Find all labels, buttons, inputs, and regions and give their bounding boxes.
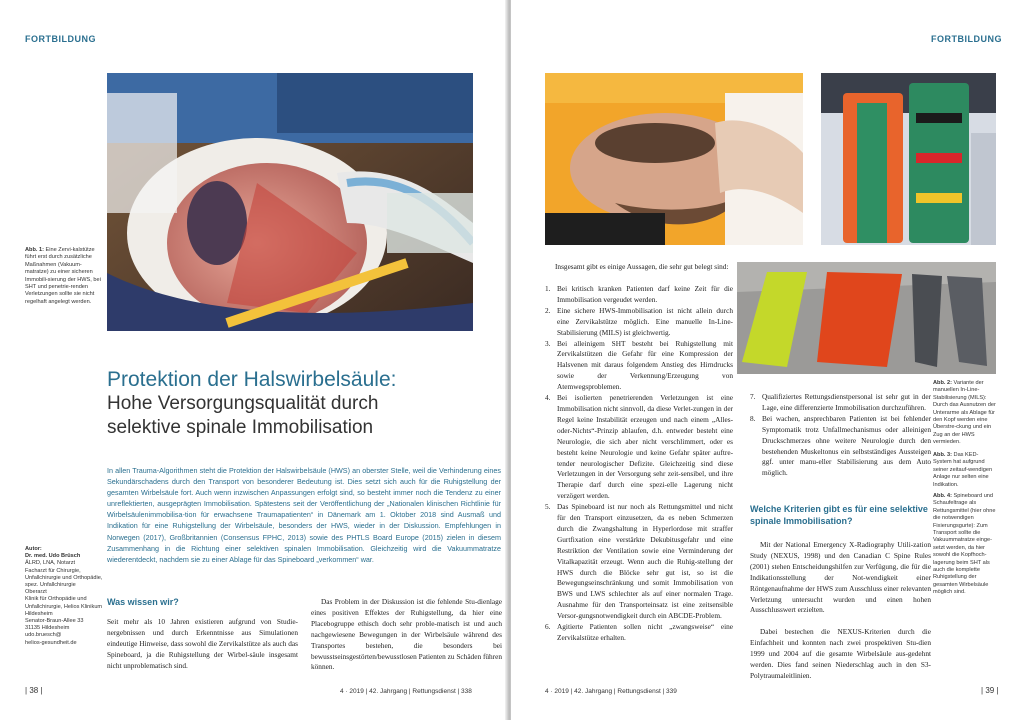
section-label: FORTBILDUNG [25, 34, 96, 44]
list-item [545, 393, 733, 502]
right-page [511, 0, 1019, 720]
list-item [545, 284, 733, 306]
list-item-number: 1. [545, 284, 551, 293]
left-page [0, 0, 508, 720]
photo-mils [545, 73, 803, 245]
list-item-text: Eine sichere HWS-Immobilisation ist nicht allein durch eine Zervikalstütze möglich. Eine manuelle In-Line-Stabilisierung (MILS) ist gleichwertig. [557, 305, 733, 337]
list-item-number: 8. [750, 413, 756, 423]
page-number-right: | 39 | [981, 686, 999, 695]
list-item [545, 306, 733, 339]
heading-kriterien: Welche Kriterien gibt es für eine selektive spinale Immobilisation? [750, 504, 928, 526]
list-item-text: Das Spineboard ist nur noch als Rettungsmittel und nicht für den Transport einzusetzen, da es neben Schmerzen durch die Zwangshaltung in Hyperlordose mit straffer Gurtfixation eine verstärkte Dekubitusgefahr und eine Restriktion der Ventilation sowie eine Verminderung der Vitalkapazität erzeugt. Wenn auch die Ruhig-stellung der HWS durch die Blöcke sehr gut ist, so ist die Bewegungseinschränkung und somit Immobilisation von BWS und LWS schlechter als auf einer normalen Trage. Ausnahme für den Transporteinsatz ist eine zeitsensible Versor-gungsnotwendigkeit durch ein ABCDE-Problem. [557, 502, 733, 621]
article-title [107, 367, 502, 440]
list-item [545, 502, 733, 622]
title-line-1: Protektion der Halswirbelsäule: [107, 368, 397, 391]
page-footer-right: 4 · 2019 | 42. Jahrgang | Rettungsdienst | 339 [545, 688, 677, 695]
list-item-text: Bei isolierten penetrierenden Verletzungen ist eine Immobilisation nicht sinnvoll, da diese Verlet-zungen in der Regel keine Instabilität erzeugen und nach einem „Alles-oder-Nichts“-Prinzip ablaufen, d.h. entweder besteht eine Neurologie, die sich aber nicht verschlimmert, oder es besteht keine Neurologie und keine Gefahr später auftre-tender neurologischer Defizite. Gleichzeitig sind diese Verletzungen in der Versorgung sehr zeit-sensibel, und ihre Therapie darf durch eine spezi-elle Lagerung nicht verzögert werden. [557, 393, 733, 501]
list-item-number: 5. [545, 502, 551, 512]
body-column-2: Das Problem in der Diskussion ist die fehlende Stu-dienlage eines positiven Effektes der Ruhigstellung, da hier eine Placebogruppe ethisch doch sehr proble-matisch ist und auch nachgewiesene Bewegungen in der Wirbelsäule während des Transportes bestehen, die besonders bei bewusstseinsgestörten/bewusstlosen Patienten zu Schäden führen können. [311, 597, 502, 672]
figure-caption-3: Abb. 3: Das KED-System hat aufgrund seiner zeitauf-wendigen Anlage nur selten eine Indikation. [933, 452, 993, 488]
photo-spineboard [737, 262, 996, 374]
photo-ked-system [821, 73, 996, 245]
title-line-3: selektive spinale Immobilisation [107, 417, 374, 438]
page-number-left: | 38 | [25, 686, 43, 695]
list-intro: Insgesamt gibt es einige Aussagen, die sehr gut belegt sind: [555, 262, 729, 271]
photo-cervical-collar [107, 73, 473, 331]
author-box [25, 546, 105, 647]
numbered-list-a [545, 284, 733, 644]
section-label: FORTBILDUNG [931, 34, 1002, 44]
list-item-text: Bei wachen, ansprechbaren Patienten ist bei fehlender Symptomatik trotz Unfallmechanismus oder alleinigen Druckschmerzes ohne weitere Neurologie durch den bestehenden Muskeltonus ein selbstständiges Aussteigen ggf. unter manu-eller Stabilisierung aus dem Auto möglich. [762, 413, 931, 478]
list-item-number: 7. [750, 392, 756, 401]
list-item-text: Agitierte Patienten sollen nicht „zwangsweise“ eine Zervikalstütze erhalten. [557, 622, 733, 642]
figure-caption-2: Abb. 2: Variante der manuellen In-Line-Stabilisierung (MILS): Durch das Ausnutzen der Unterarme als Ablage für den Kopf werden eine Überstre-ckung und ein Zug an der HWS vermieden. [933, 380, 996, 446]
list-item-text: Bei alleinigem SHT besteht bei Ruhigstellung mit Zervikalstützen die Gefahr für eine Kompression der Halsvenen mit daraus folgendem Anstieg des Hirndrucks sowie der Verkennung/Erzeugung von Atemwegsproblemen. [557, 338, 733, 392]
caption-label: Abb. 1: [25, 247, 44, 253]
numbered-list-b [750, 392, 931, 479]
title-line-2: Hohe Versorgungsqualität durch [107, 393, 379, 414]
caption-text: Eine Zervi-kalstütze führt erst durch zusätzliche Maßnahmen (Vakuum-matratze) zu einer sicheren Immobili-sierung der HWS, bei SHT und penetrie-renden Verletzungen sollte sie nicht regelhaft angelegt werden. [25, 247, 101, 305]
figure-caption-4: Abb. 4: Spineboard und Schaufeltrage als Rettungsmittel (hier ohne die notwendigen Fixierungsgurte): Zum Transport sollte die Vakuummatratze einge-setzt werden, da hier sowohl die Kopfhoch-lagerung beim SHT als auch die komplette Ruhigstellung der gesamten Wirbelsäule möglich sind. [933, 493, 996, 596]
list-item [545, 339, 733, 394]
list-item [750, 392, 931, 414]
author-name: Dr. med. Udo Brüsch [25, 553, 81, 560]
page-footer-left: 4 · 2019 | 42. Jahrgang | Rettungsdienst | 338 [340, 688, 472, 695]
list-item-number: 3. [545, 338, 551, 348]
list-item-text: Qualifiziertes Rettungsdienstpersonal ist sehr gut in der Lage, eine differenzierte Immobilisation durchzuführen. [762, 392, 931, 412]
list-item [545, 622, 733, 644]
author-details: ÄLRD, LNA, Notarzt Facharzt für Chirurgie, Unfallchirurgie und Orthopädie, spez. Unfallchirurgie Oberarzt Klinik für Orthopädie und Unfallchirurgie, Helios Klinikum Hildesheim Senator-Braun-Allee 33 31135 Hildesheim udo.bruesch@ helios-gesundheit.de [25, 560, 103, 646]
list-item-text: Bei kritisch kranken Patienten darf keine Zeit für die Immobilisation vergeudet werden. [557, 284, 733, 304]
body-column-3b: Dabei bestechen die NEXUS-Kriterien durch die Einfachheit und konnten nach zwei prospektiven Stu-dien 1999 und 2004 auf die gesamte Wirbelsäule aus-gedehnt werden. Dies fand seinen Niederschlag auch in den S3-Polytraumaleitlinien. [750, 627, 931, 680]
lead-paragraph: In allen Trauma-Algorithmen steht die Protektion der Halswirbelsäule (HWS) an oberster Stelle, weil die Verhinderung eines Sekundärschadens durch den Transport von besonderer Bedeutung ist. Dies setzt sich auch für die Ruhigstellung der gesamten Wirbelsäule fort. Auch wenn inzwischen Anpassungen erfolgt sind, so besteht immer noch die Tendenz zu einer unreflektierten, ausgeprägten Immobilisation. Spätestens seit der Veröffentlichung der „Nationalen klinischen Richtlinie für Wirbelsäulenimmobilisa-tion für erwachsene Traumapatienten“ in Dänemark am 1. Oktober 2018 sind Ausmaß und Indikation für eine Ruhigstellung der Wirbelsäule, besonders der HWS, wieder in der Diskussion. Empfehlungen in Norwegen (2017), Großbritannien (Consensus FPHC, 2013) sowie des PHTLS Board Europe (2015) zielen in diesem Zusammenhang in die Richtung einer selektiven spinalen Immobilisation. Gleichzeitig wird die Vakuummatratze wiederentdeckt, nachdem sie zu einer Ablage für das Spineboard „verkommen“ war. [107, 466, 501, 564]
body-column-1: Seit mehr als 10 Jahren existieren aufgrund von Studie-nergebnissen und durch Erkenntnisse aus Simulationen eindeutige Hinweise, dass sowohl die Zervikalstütze als auch das Spineboard, ja die Ruhigstellung der Wirbel-säule insgesamt nicht unproblematisch sind. [107, 617, 298, 670]
heading-was-wissen-wir: Was wissen wir? [107, 597, 179, 607]
body-column-3a: Mit der National Emergency X-Radiography Utili-zation Study (NEXUS, 1998) und den Canadian C Spine Rules (2001) stehen Entscheidungshilfen zur Verfügung, die für die Indikationsstellung der Not-wendigkeit einer Röntgenaufnahme der HWS zum Ausschluss einer relevanten Verletzung untersucht wurden und einen hohen Ausschlusswert erzielten. [750, 540, 931, 615]
figure-caption-1 [25, 247, 103, 306]
list-item-number: 2. [545, 305, 551, 315]
author-label: Autor: [25, 546, 42, 552]
list-item-number: 6. [545, 622, 551, 632]
list-item-number: 4. [545, 393, 551, 403]
list-item [750, 414, 931, 479]
